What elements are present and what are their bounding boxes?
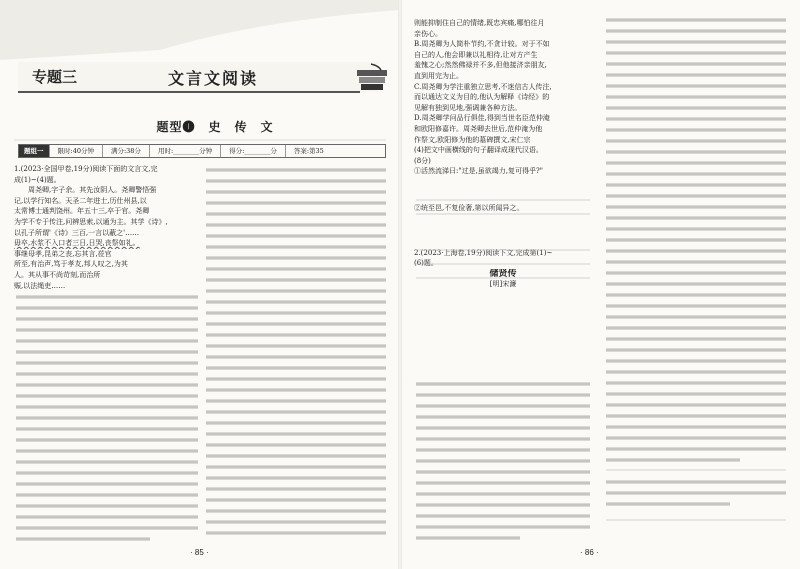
option-c: C.周尧卿为学注重独立思考,不迷信古人传注,: [414, 82, 552, 91]
translate-item-1: ①活然流涕曰:"过是,虽欲竭力,复可得乎?": [414, 167, 544, 176]
option-line: 则能抑制住自己的情绪,既忠宾痛,哪怕往月: [414, 19, 545, 27]
page-number-left: · 85 ·: [190, 548, 209, 557]
passage-line: 毋卒,水浆不入口者三日,日哭,丧祭如礼。: [14, 239, 140, 248]
page-number-right: · 86 ·: [580, 548, 599, 557]
passage-author: [明]宋濂: [489, 280, 517, 289]
option-d: D.周尧卿学问品行俱佳,得到当世名臣范仲淹: [414, 114, 550, 123]
passage-line: 事继母孝,昆弟之丧,忘其言,莅官: [14, 249, 112, 258]
group-label: 题组一: [19, 145, 49, 157]
option-line: 亲伤心。: [414, 29, 442, 38]
option-line: 见解有独到见地,强调兼各种方法。: [414, 103, 522, 112]
passage-line: 为学不专于传注,问辨思索,以通为主。其学《诗》,: [14, 217, 168, 226]
option-line: 直到用完为止。: [414, 71, 463, 80]
passage-line: 人。其从事不尚苛刻,而治所: [14, 270, 101, 279]
full-score: 满分:38分: [102, 145, 149, 157]
q2-intro-2: (6)题。: [414, 259, 438, 268]
option-line: 而以通达文义为目的,他认为解释《诗经》的: [414, 93, 550, 102]
time-used: 用时:________分钟: [149, 145, 220, 157]
option-line: 和欧阳修嘉许。周尧卿去世后,范仲淹为他: [414, 124, 543, 133]
passage-title: 储贤传: [489, 268, 517, 279]
passage-line: 赈,以法绳吏……: [14, 281, 66, 290]
answer-ref: 答案:第35: [285, 145, 332, 157]
option-line: 作祭文,欧阳修为他的墓碑撰文,宋仁宗: [414, 135, 531, 144]
translate-prompt: (4)把文中画横线的句子翻译成现代汉语。: [414, 146, 543, 155]
option-line: 自己的人,他会即兼以礼相待,让对方产生: [414, 50, 538, 59]
passage-line: 记,以学行知名。天圣二年进士,历仕州县,以: [14, 196, 147, 205]
translate-points: (8分): [414, 156, 431, 165]
passage-line: 太常博士通判饶州。年五十三,卒于官。尧卿: [14, 207, 150, 216]
option-line: 羞愧之心;然然佛禄并不多,但他接济亲朋友,: [414, 61, 547, 70]
q1-intro: 1.(2023·全国甲卷,19分)阅读下面的文言文,完: [14, 165, 158, 173]
passage-line: 以孔子所谓'《诗》三百,一言以蔽之'……: [14, 228, 140, 237]
q2-intro: 2.(2023·上海卷,19分)阅读下文,完成第(1)~: [414, 248, 553, 257]
translate-item-2: ②统至邑,不复俭奢,第以所闻异之。: [414, 203, 524, 212]
right-text-lines: [400, 0, 800, 569]
q1-intro-2: 成(1)~(4)题。: [14, 175, 61, 184]
section-title: 文言文阅读: [168, 69, 259, 88]
passage-line: 周尧卿,字子余。其先汝阴人。尧卿警悟强: [14, 186, 157, 195]
question-type-title: 题型❶ 史 传 文: [156, 120, 274, 134]
passage-line: 所至,有治声,笃于孝友,邦人叹之,为其: [14, 260, 128, 269]
section-tag: 专题三: [32, 69, 78, 86]
right-page: [400, 0, 800, 569]
option-b: B.周尧卿为人简朴节约,不贪计较。对于不如: [414, 40, 550, 49]
score-got: 得分:________分: [220, 145, 285, 157]
time-limit: 限时:40分钟: [49, 145, 102, 157]
